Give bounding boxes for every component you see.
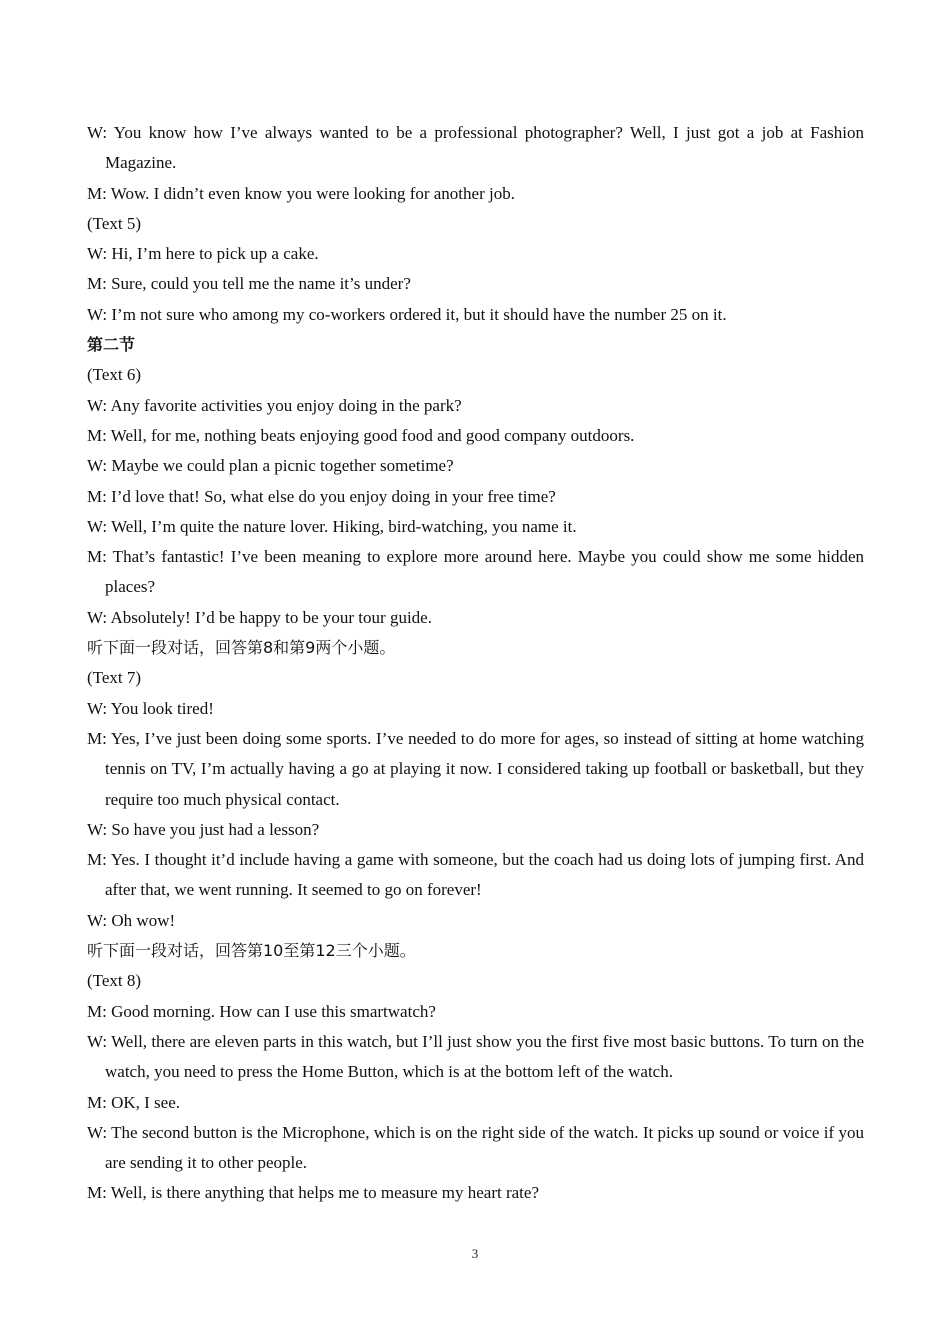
section-heading: 第二节: [87, 335, 136, 355]
dialogue-line: M: Well, is there anything that helps me to measure my heart rate?: [87, 1183, 539, 1203]
dialogue-line: M: Sure, could you tell me the name it’s under?: [87, 274, 411, 294]
dialogue-line: M: I’d love that! So, what else do you enjoy doing in your free time?: [87, 486, 556, 506]
dialogue-line: W: Well, I’m quite the nature lover. Hiking, bird-watching, you name it.: [87, 516, 577, 536]
dialogue-line: M: Yes, I’ve just been doing some sports. I’ve needed to do more for ages, so instead of sitting at home watching tennis on TV, I’m actually having a go at playing it now. I considered taking up football or basketball, but they require too much physical contact.: [87, 728, 864, 809]
dialogue-line: W: Well, there are eleven parts in this watch, but I’ll just show you the first five most basic buttons. To turn on the watch, you need to press the Home Button, which is at the bottom left of the watch.: [87, 1031, 864, 1082]
text-label: (Text 6): [87, 365, 142, 385]
dialogue-line: W: You know how I’ve always wanted to be a professional photographer? Well, I just got a job at Fashion Magazine.: [87, 123, 864, 173]
dialogue-line: W: The second button is the Microphone, which is on the right side of the watch. It picks up sound or voice if you are sending it to other people.: [87, 1122, 864, 1173]
instruction-line: 听下面一段对话，回答第10至第12三个小题。: [87, 941, 416, 961]
transcript-body: [87, 118, 864, 1209]
dialogue-line: W: Any favorite activities you enjoy doing in the park?: [87, 395, 462, 415]
dialogue-line: M: Good morning. How can I use this smartwatch?: [87, 1001, 436, 1021]
page-number: 3: [471, 1246, 479, 1261]
dialogue-line: M: Yes. I thought it’d include having a game with someone, but the coach had us doing lots of jumping first. And after that, we went running. It seemed to go on forever!: [87, 850, 864, 900]
dialogue-line: W: You look tired!: [87, 698, 214, 718]
dialogue-line: W: Hi, I’m here to pick up a cake.: [87, 244, 319, 264]
instruction-line: 听下面一段对话，回答第8和第9两个小题。: [87, 638, 396, 658]
dialogue-line: W: Absolutely! I’d be happy to be your tour guide.: [87, 607, 432, 627]
dialogue-line: W: I’m not sure who among my co-workers ordered it, but it should have the number 25 on it.: [87, 304, 727, 324]
dialogue-line: W: Maybe we could plan a picnic together sometime?: [87, 456, 454, 476]
dialogue-line: M: That’s fantastic! I’ve been meaning to explore more around here. Maybe you could show me some hidden places?: [87, 547, 864, 597]
dialogue-line: M: OK, I see.: [87, 1092, 181, 1112]
dialogue-line: M: Wow. I didn’t even know you were looking for another job.: [87, 183, 515, 203]
text-label: (Text 8): [87, 971, 142, 991]
dialogue-line: M: Well, for me, nothing beats enjoying good food and good company outdoors.: [87, 425, 635, 445]
text-label: (Text 5): [87, 213, 142, 233]
dialogue-line: W: Oh wow!: [87, 910, 176, 930]
dialogue-line: W: So have you just had a lesson?: [87, 819, 320, 839]
text-label: (Text 7): [87, 668, 142, 688]
